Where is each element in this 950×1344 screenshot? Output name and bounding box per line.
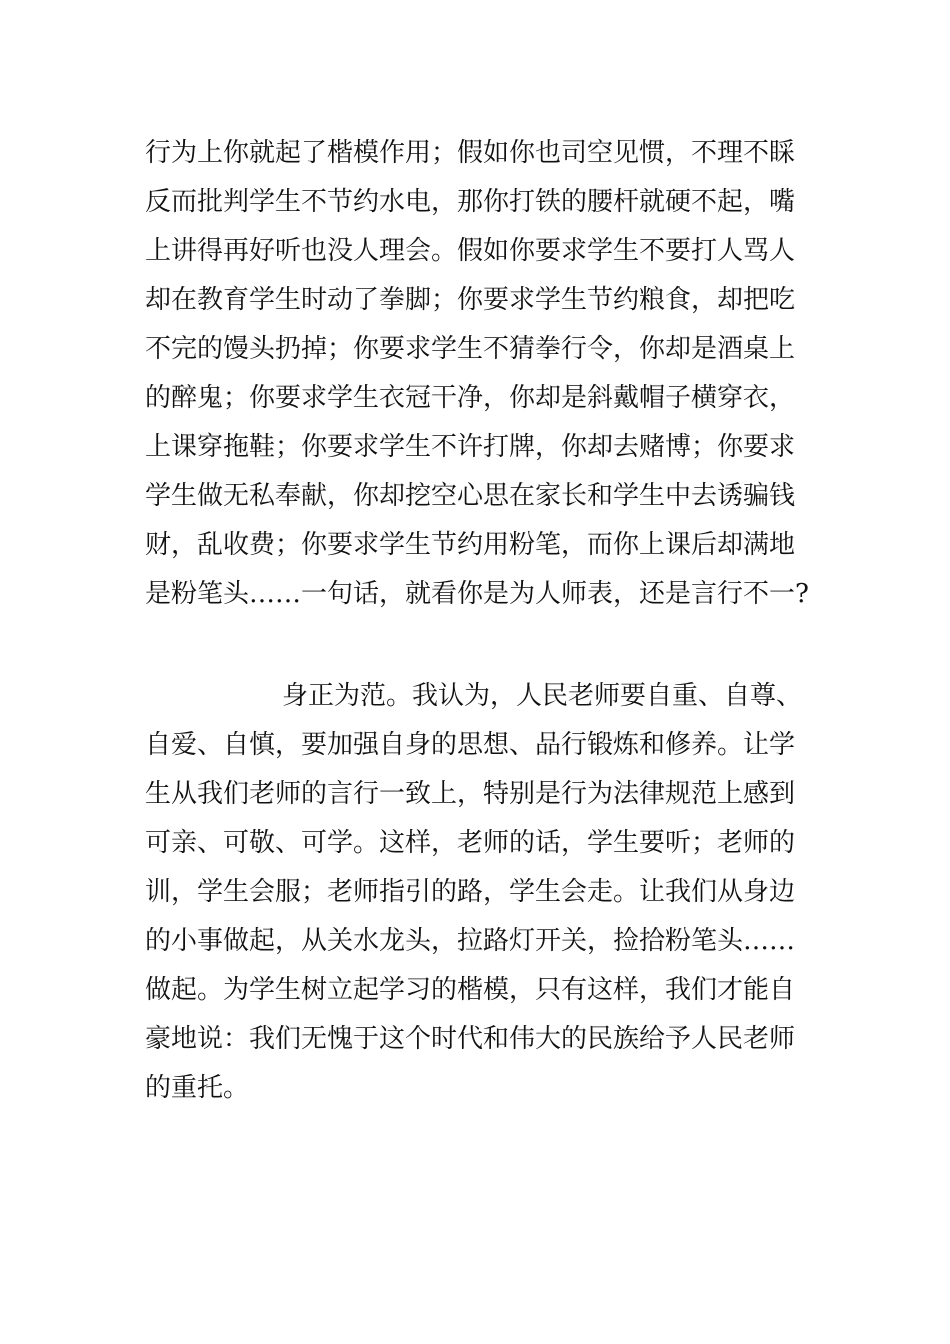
paragraph-line: 反而批判学生不节约水电，那你打铁的腰杆就硬不起，嘴 [145, 187, 796, 217]
paragraph-2 [145, 672, 825, 1113]
paragraph-line: 是粉笔头……一句话，就看你是为人师表，还是言行不一? [145, 579, 809, 609]
paragraph-line: 训，学生会服；老师指引的路，学生会走。让我们从身边 [145, 877, 796, 907]
paragraph-line: 却在教育学生时动了拳脚；你要求学生节约粮食，却把吃 [145, 285, 796, 315]
paragraph-line: 的醉鬼；你要求学生衣冠干净，你却是斜戴帽子横穿衣， [145, 383, 796, 413]
paragraph-line: 上讲得再好听也没人理会。假如你要求学生不要打人骂人 [145, 236, 796, 266]
paragraph-line: 做起。为学生树立起学习的楷模，只有这样，我们才能自 [145, 975, 796, 1005]
paragraph-line: 的小事做起，从关水龙头，拉路灯开关，捡拾粉笔头…… [145, 926, 796, 956]
paragraph-line: 上课穿拖鞋；你要求学生不许打牌，你却去赌博；你要求 [145, 432, 796, 462]
paragraph-line: 行为上你就起了楷模作用；假如你也司空见惯，不理不睬 [145, 138, 796, 168]
paragraph-1 [145, 129, 825, 619]
paragraph-first-line: 身正为范。我认为，人民老师要自重、自尊、 [282, 681, 803, 711]
paragraph-line: 可亲、可敬、可学。这样，老师的话，学生要听；老师的 [145, 828, 796, 858]
paragraph-line: 豪地说：我们无愧于这个时代和伟大的民族给予人民老师 [145, 1024, 796, 1054]
paragraph-line: 生从我们老师的言行一致上，特别是行为法律规范上感到 [145, 779, 796, 809]
paragraph-line: 学生做无私奉献，你却挖空心思在家长和学生中去诱骗钱 [145, 481, 796, 511]
paragraph-line: 自爱、自慎，要加强自身的思想、品行锻炼和修养。让学 [145, 730, 796, 760]
paragraph-line: 的重托。 [145, 1073, 250, 1103]
paragraph-line: 不完的馒头扔掉；你要求学生不猜拳行令，你却是酒桌上 [145, 334, 796, 364]
paragraph-line: 财，乱收费；你要求学生节约用粉笔，而你上课后却满地 [145, 530, 796, 560]
